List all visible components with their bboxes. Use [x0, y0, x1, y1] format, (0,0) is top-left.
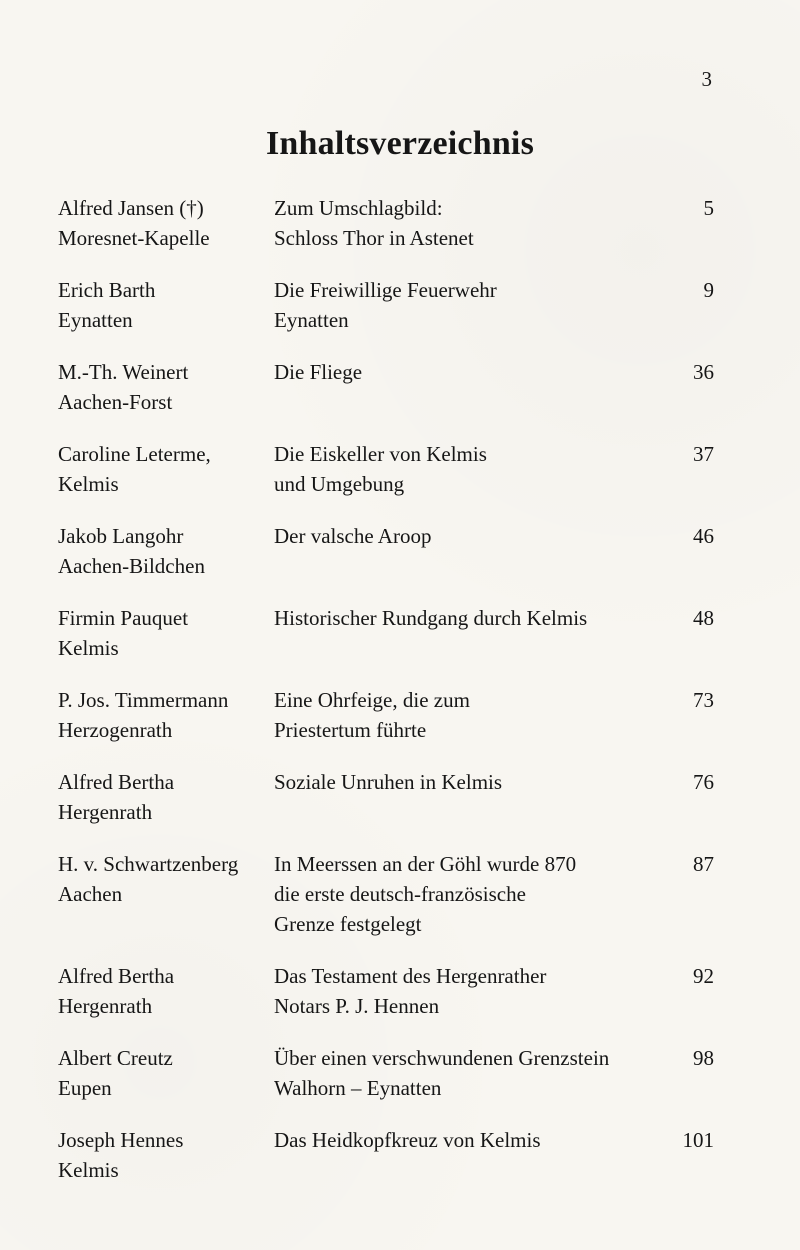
toc-entry: [58, 275, 714, 335]
toc-author-line: Alfred Bertha: [58, 770, 175, 794]
toc-author-line: Jakob Langohr: [58, 524, 184, 548]
toc-author-line: Erich Barth: [58, 278, 156, 302]
toc-page-number: 9: [703, 278, 714, 302]
toc-article-line: die erste deutsch-französische: [274, 882, 526, 906]
page-number: 3: [701, 67, 712, 91]
toc-page-number: 48: [693, 606, 714, 630]
toc-author: [58, 193, 274, 253]
toc-page-number: 98: [693, 1046, 714, 1070]
toc-author-line: Aachen-Forst: [58, 390, 173, 414]
toc-page-number: 76: [693, 770, 714, 794]
toc-article: [274, 1125, 654, 1185]
toc-article: [274, 603, 654, 663]
toc-author-line: Kelmis: [58, 472, 119, 496]
toc-article-line: Grenze festgelegt: [274, 912, 422, 936]
toc-author-line: Hergenrath: [58, 994, 153, 1018]
toc-entry: [58, 767, 714, 827]
toc-page-number: 46: [693, 524, 714, 548]
toc-article-line: Priestertum führte: [274, 718, 427, 742]
toc-author: [58, 1125, 274, 1185]
toc-author-line: Joseph Hennes: [58, 1128, 184, 1152]
toc-author-line: Eynatten: [58, 308, 133, 332]
toc-author: [58, 1043, 274, 1103]
toc-page-number: 87: [693, 852, 714, 876]
toc-entry: [58, 193, 714, 253]
toc-article-line: Soziale Unruhen in Kelmis: [274, 770, 503, 794]
toc-article-line: Eynatten: [274, 308, 349, 332]
page-title: Inhaltsverzeichnis: [265, 124, 535, 162]
toc-article: [274, 521, 654, 581]
toc-article-line: Zum Umschlagbild:: [274, 196, 443, 220]
toc-entry: [58, 849, 714, 939]
toc-author: [58, 275, 274, 335]
toc-entry: [58, 1043, 714, 1103]
toc-article: [274, 275, 654, 335]
toc-author-line: Caroline Leterme,: [58, 442, 211, 466]
toc-author-line: Eupen: [58, 1076, 112, 1100]
toc-author: [58, 357, 274, 417]
toc-author-line: Alfred Bertha: [58, 964, 175, 988]
toc-entry: [58, 439, 714, 499]
toc-article: [274, 1043, 654, 1103]
toc-page-number: 5: [703, 196, 714, 220]
toc-author-line: Kelmis: [58, 636, 119, 660]
toc-article-line: Schloss Thor in Astenet: [274, 226, 474, 250]
toc-author-line: Kelmis: [58, 1158, 119, 1182]
toc-entry: [58, 521, 714, 581]
toc-author-line: M.-Th. Weinert: [58, 360, 189, 384]
toc-article-line: Historischer Rundgang durch Kelmis: [274, 606, 588, 630]
toc-article: [274, 961, 654, 1021]
toc-article-line: Das Heidkopfkreuz von Kelmis: [274, 1128, 541, 1152]
toc-article: [274, 767, 654, 827]
toc-author-line: Aachen: [58, 882, 123, 906]
toc-article-line: Der valsche Aroop: [274, 524, 432, 548]
toc-author-line: H. v. Schwartzenberg: [58, 852, 239, 876]
toc-author-line: Herzogenrath: [58, 718, 173, 742]
toc-article-line: Über einen verschwundenen Grenzstein: [274, 1046, 610, 1070]
toc-article-line: Die Eiskeller von Kelmis: [274, 442, 487, 466]
toc-author: [58, 603, 274, 663]
toc-article-line: Eine Ohrfeige, die zum: [274, 688, 470, 712]
toc-article-line: Walhorn – Eynatten: [274, 1076, 442, 1100]
toc-author-line: Alfred Jansen (†): [58, 196, 204, 220]
toc-author: [58, 767, 274, 827]
table-of-contents: [58, 193, 714, 1185]
toc-article: [274, 193, 654, 253]
toc-author-line: Aachen-Bildchen: [58, 554, 205, 578]
toc-author-line: Moresnet-Kapelle: [58, 226, 210, 250]
toc-author: [58, 521, 274, 581]
toc-article-line: Das Testament des Hergenrather: [274, 964, 547, 988]
toc-article: [274, 357, 654, 417]
toc-article: [274, 685, 654, 745]
toc-entry: [58, 685, 714, 745]
toc-page-number: 36: [693, 360, 714, 384]
toc-article-line: und Umgebung: [274, 472, 405, 496]
toc-article-line: In Meerssen an der Göhl wurde 870: [274, 852, 577, 876]
toc-author: [58, 685, 274, 745]
toc-article: [274, 439, 654, 499]
toc-author-line: Firmin Pauquet: [58, 606, 189, 630]
toc-page-number: 92: [693, 964, 714, 988]
toc-entry: [58, 603, 714, 663]
toc-author: [58, 961, 274, 1021]
toc-entry: [58, 961, 714, 1021]
toc-article-line: Die Freiwillige Feuerwehr: [274, 278, 497, 302]
toc-article-line: Notars P. J. Hennen: [274, 994, 440, 1018]
toc-article: [274, 849, 654, 939]
toc-page-number: 73: [693, 688, 714, 712]
toc-page-number: 101: [682, 1128, 714, 1152]
toc-author-line: Hergenrath: [58, 800, 153, 824]
toc-author: [58, 849, 274, 939]
toc-author-line: Albert Creutz: [58, 1046, 173, 1070]
toc-entry: [58, 1125, 714, 1185]
toc-author-line: P. Jos. Timmermann: [58, 688, 229, 712]
toc-entry: [58, 357, 714, 417]
toc-page-number: 37: [693, 442, 714, 466]
toc-author: [58, 439, 274, 499]
toc-article-line: Die Fliege: [274, 360, 363, 384]
